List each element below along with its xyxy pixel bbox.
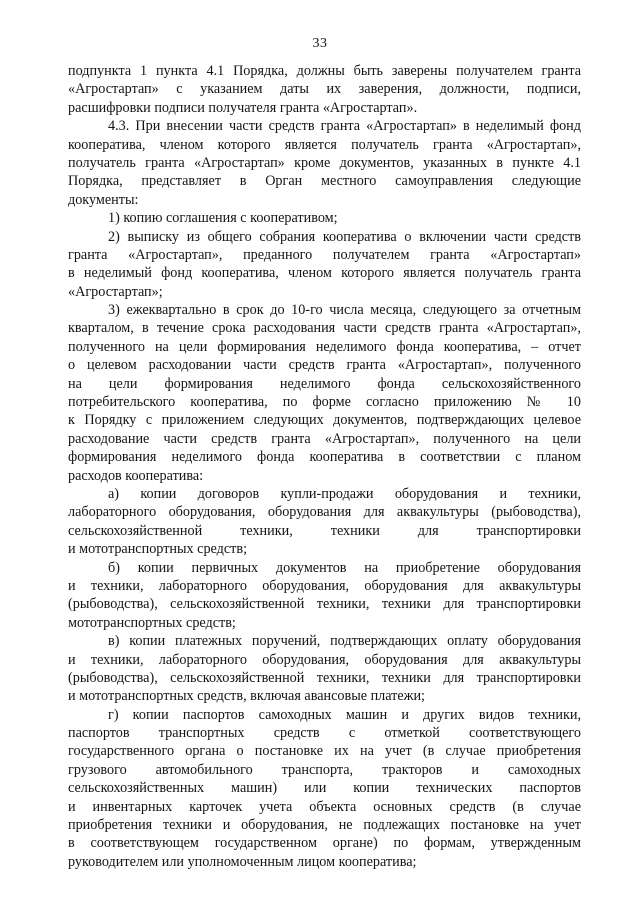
- text-line: сельскохозяйственной техники, техники для транспортировки: [68, 522, 581, 539]
- text-line: в) копии платежных поручений, подтверждающих оплату оборудования: [108, 633, 581, 650]
- text-line: а) копии договоров купли-продажи оборудования и техники,: [108, 485, 581, 502]
- text-line: лабораторного оборудования, оборудования для аквакультуры (рыбоводства),: [68, 504, 581, 521]
- text-line: грузового автомобильного транспорта, тракторов и самоходных: [68, 761, 581, 778]
- text-line: (рыбоводства), сельскохозяйственной техники, техники для транспортировки: [68, 596, 581, 613]
- text-line: «Агростартап»;: [68, 283, 163, 300]
- text-line: сельскохозяйственных машин) или копии технических паспортов: [68, 780, 581, 797]
- text-line: подпункта 1 пункта 4.1 Порядка, должны быть заверены получателем гранта: [68, 63, 581, 79]
- text-line: (рыбоводства), сельскохозяйственной техники, техники для транспортировки: [68, 669, 581, 686]
- text-line: в соответствующем государственном органе) по формам, утвержденным: [68, 835, 581, 852]
- text-line: расходов кооператива:: [68, 467, 204, 484]
- text-line: б) копии первичных документов на приобретение оборудования: [108, 559, 581, 576]
- text-line: и мототранспортных средств;: [68, 541, 248, 558]
- text-line: в неделимый фонд кооператива, членом которого является получатель гранта: [68, 265, 581, 282]
- text-line: гранта «Агростартап», преданного получателем гранта «Агростартап»: [68, 246, 581, 263]
- text-line: паспортов транспортных средств с отметкой соответствующего: [68, 725, 581, 742]
- text-line: 2) выписку из общего собрания кооператива о включении части средств: [108, 228, 581, 245]
- text-line: «Агростартап» с указанием даты их заверения, должности, подписи,: [68, 81, 581, 98]
- text-line: к Порядку с приложением следующих документов, подтверждающих целевое: [68, 412, 581, 429]
- text-line: г) копии паспортов самоходных машин и других видов техники,: [108, 706, 581, 723]
- text-line: получатель гранта «Агростартап» кроме документов, указанных в пункте 4.1: [68, 154, 581, 171]
- text-line: формирования неделимого фонда кооператива в соответствии с планом: [68, 449, 581, 466]
- text-line: расходование части средств гранта «Агростартап», полученного на цели: [68, 430, 581, 447]
- text-line: и мототранспортных средств, включая авансовые платежи;: [68, 688, 425, 705]
- text-line: Порядка, представляет в Орган местного самоуправления следующие: [68, 173, 581, 190]
- document-body: [68, 62, 581, 871]
- text-line: документы:: [68, 191, 139, 208]
- text-line: и техники, лабораторного оборудования, оборудования для аквакультуры: [68, 577, 581, 594]
- text-line: 3) ежеквартально в срок до 10-го числа месяца, следующего за отчетным: [108, 302, 581, 319]
- text-line: государственного органа о постановке их на учет (в случае приобретения: [68, 743, 581, 760]
- text-line: кооператива, членом которого является получатель гранта «Агростартап»,: [68, 136, 581, 153]
- text-line: на цели формирования неделимого фонда сельскохозяйственного: [68, 375, 581, 392]
- text-line: потребительского кооператива, по форме согласно приложению № 10: [68, 394, 581, 411]
- text-line: мототранспортных средств;: [68, 614, 236, 631]
- text-line: о целевом расходовании части средств гранта «Агростартап», полученного: [68, 357, 581, 374]
- text-line: и техники, лабораторного оборудования, оборудования для аквакультуры: [68, 651, 581, 668]
- text-line: и инвентарных карточек учета объекта основных средств (в случае: [68, 798, 581, 815]
- text-line: кварталом, в течение срока расходования части средств гранта «Агростартап»,: [68, 320, 581, 337]
- text-line: приобретения техники и оборудования, не подлежащих постановке на учет: [68, 817, 581, 834]
- page-number: 33: [312, 36, 328, 51]
- text-line: руководителем или уполномоченным лицом кооператива;: [68, 853, 417, 870]
- text-line: полученного на цели формирования неделимого фонда кооператива, – отчет: [68, 338, 581, 355]
- text-line: расшифровки подписи получателя гранта «Агростартап».: [68, 99, 418, 116]
- text-line: 4.3. При внесении части средств гранта «Агростартап» в неделимый фонд: [108, 118, 581, 135]
- text-line: 1) копию соглашения с кооперативом;: [108, 210, 338, 227]
